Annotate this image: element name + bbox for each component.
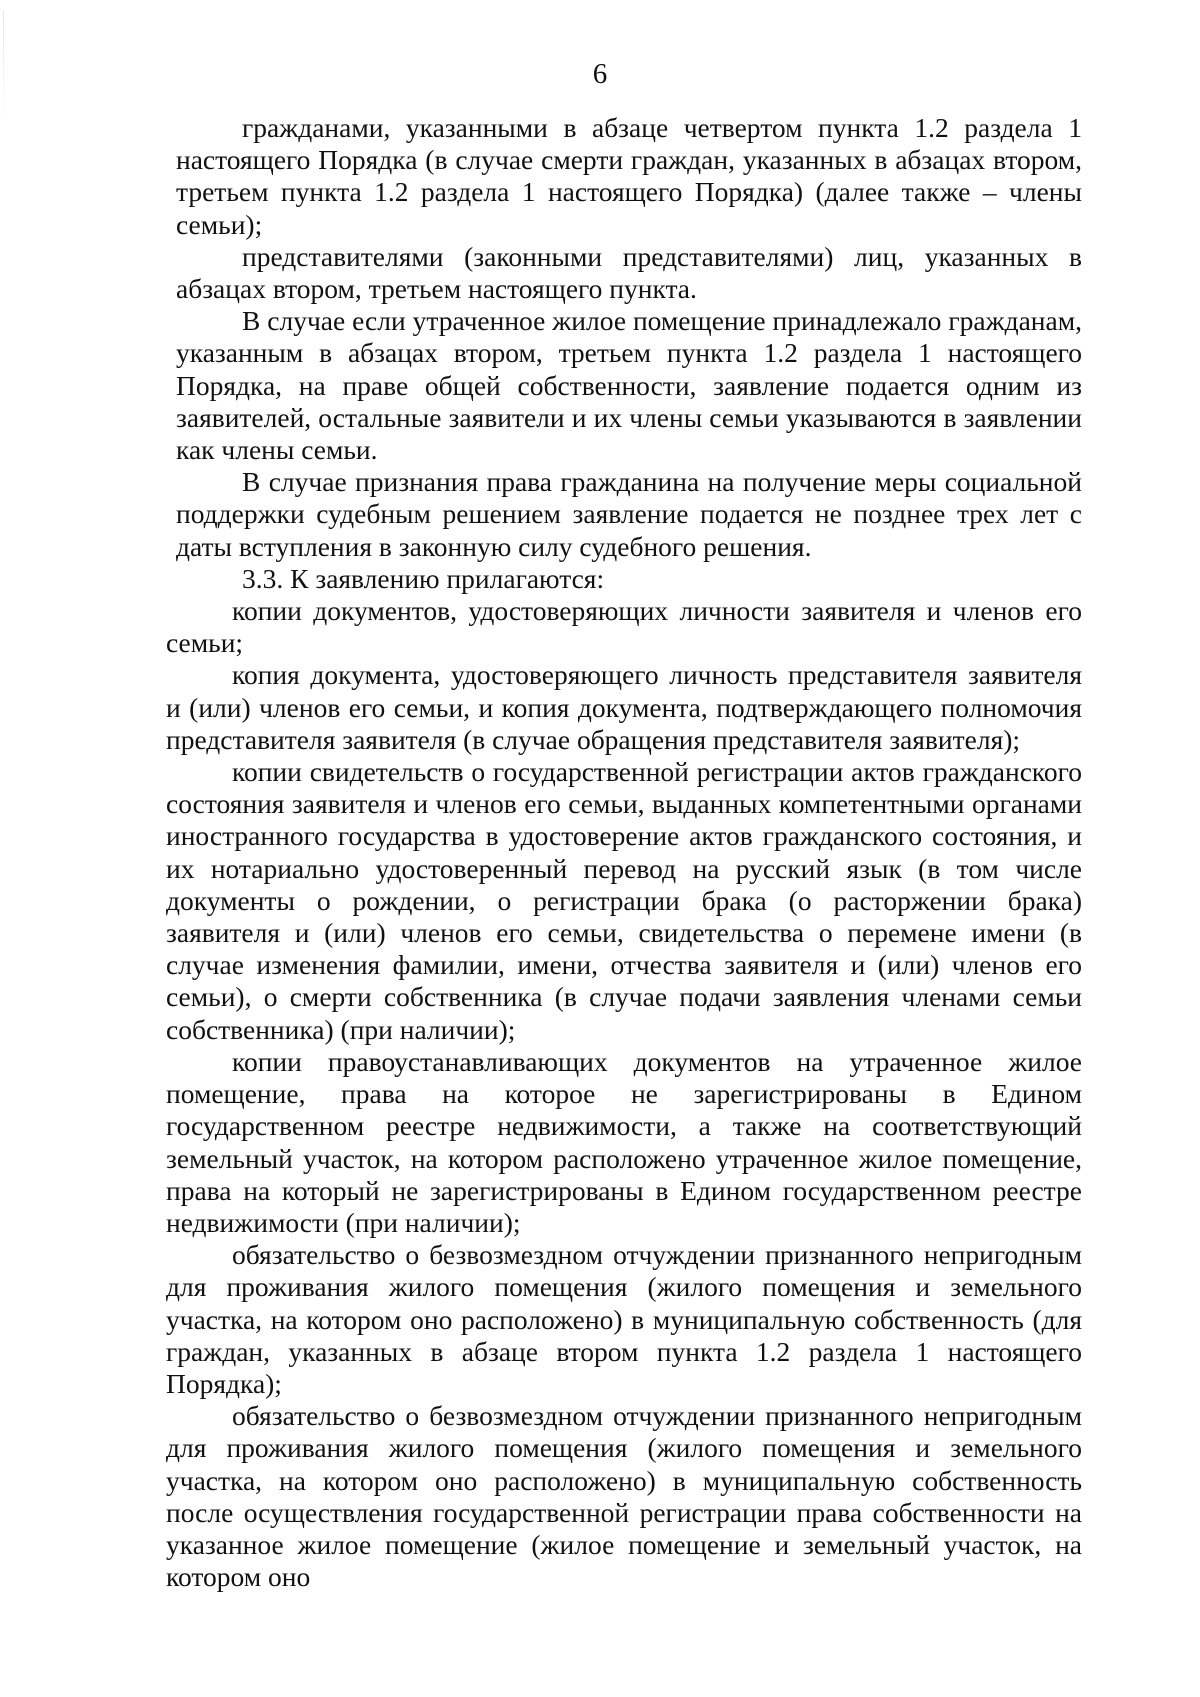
paragraph-obligation-after-registration: обязательство о безвозмездном отчуждении признанного непригодным для проживания жилого помещения (жилого помещения и земельного участка, на котором оно расположено) в муниципальную собственность после осуществления государственной регистрации права собственности на указанное жилое помещение (жилое помещение и земельный участок, на котором оно xyxy=(166,1400,1082,1593)
paragraph-identity-copies: копии документов, удостоверяющих личности заявителя и членов его семьи; xyxy=(166,595,1082,659)
paragraph-representatives: представителями (законными представителями) лиц, указанных в абзацах втором, третьем настоящего пункта. xyxy=(176,240,1082,305)
paragraph-3-3-heading: 3.3. К заявлению прилагаются: xyxy=(242,562,605,594)
paragraph-shared-ownership: В случае если утраченное жилое помещение принадлежало гражданам, указанным в абзацах втором, третьем пункта 1.2 раздела 1 настоящего Порядка, на праве общей собственности, заявление подается одним из заявителей, остальные заявители и их члены семьи указываются в заявлении как члены семьи. xyxy=(176,305,1082,466)
paragraph-court-decision: В случае признания права гражданина на получение меры социальной поддержки судебным решением заявление подается не позднее трех лет с даты вступления в законную силу судебного решения. xyxy=(176,466,1082,562)
page-number: 6 xyxy=(592,58,608,90)
paragraph-representative-document: копия документа, удостоверяющего личность представителя заявителя и (или) членов его семьи, и копия документа, подтверждающего полномочия представителя заявителя (в случае обращения представителя заявителя); xyxy=(166,659,1082,755)
paragraph-title-documents: копии правоустанавливающих документов на утраченное жилое помещение, права на которое не зарегистрированы в Едином государственном реестре недвижимости, а также на соответствующий земельный участок, на котором расположено утраченное жилое помещение, права на который не зарегистрированы в Едином государственном реестре недвижимости (при наличии); xyxy=(166,1045,1082,1238)
paragraph-family-members: гражданами, указанными в абзаце четвертом пункта 1.2 раздела 1 настоящего Порядка (в случае смерти граждан, указанных в абзацах втором, третьем пункта 1.2 раздела 1 настоящего Порядка) (далее также – члены семьи); xyxy=(176,112,1082,240)
document-body xyxy=(166,112,1082,1593)
paragraph-civil-status-certificates: копии свидетельств о государственной регистрации актов гражданского состояния заявителя и членов его семьи, выданных компетентными органами иностранного государства в удостоверение актов гражданского состояния, и их нотариально удостоверенный перевод на русский язык (в том числе документы о рождении, о регистрации брака (о расторжении брака) заявителя и (или) членов его семьи, свидетельства о перемене имени (в случае изменения фамилии, имени, отчества заявителя и (или) членов его семьи), о смерти собственника (в случае подачи заявления членами семьи собственника) (при наличии); xyxy=(166,756,1082,1045)
paragraph-obligation-alienation: обязательство о безвозмездном отчуждении признанного непригодным для проживания жилого помещения (жилого помещения и земельного участка, на котором оно расположено) в муниципальную собственность (для граждан, указанных в абзаце втором пункта 1.2 раздела 1 настоящего Порядка); xyxy=(166,1239,1082,1399)
